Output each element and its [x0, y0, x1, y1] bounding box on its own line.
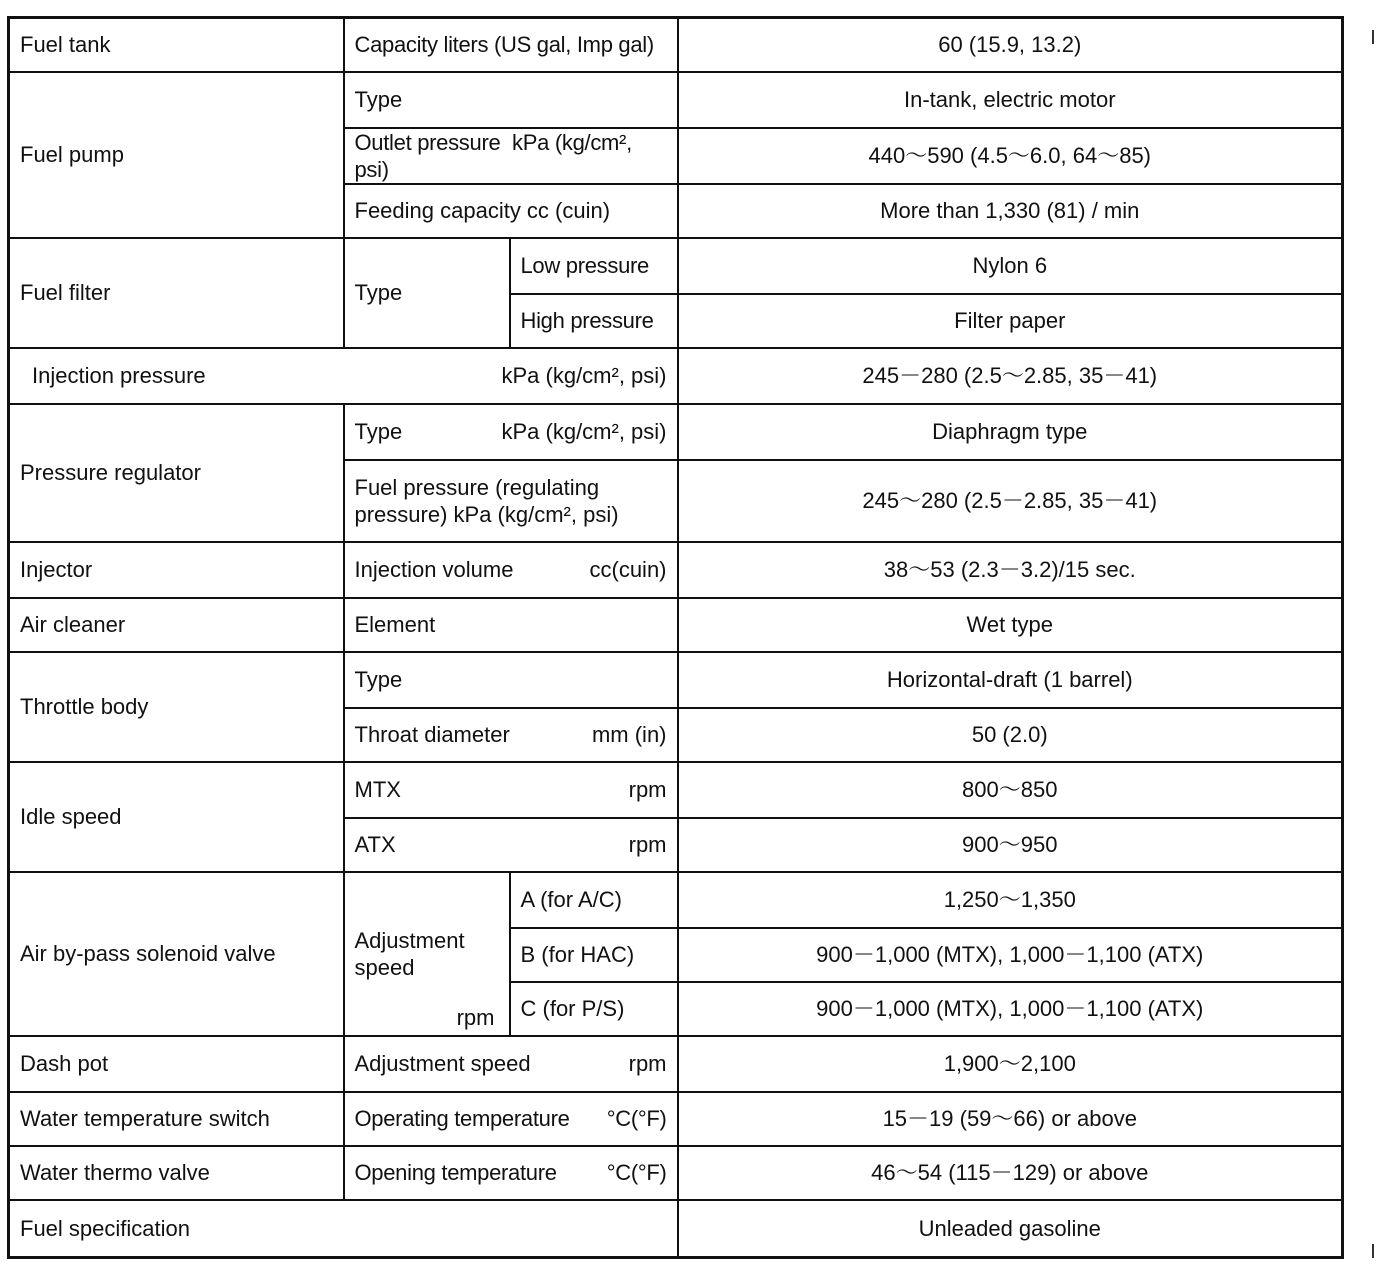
air-bypass-adjustment-speed-label: [344, 872, 510, 1036]
water-thermo-valve-opening-label: [344, 1146, 678, 1200]
idle-speed-atx-value: 900～950: [678, 818, 1343, 872]
fuel-system-spec-table: [7, 16, 1344, 1259]
water-temp-switch-operating-label: [344, 1092, 678, 1146]
fuel-pump-label: Fuel pump: [9, 72, 344, 238]
injection-pressure-label: [9, 348, 678, 404]
fuel-pump-feeding-capacity-value: More than 1,330 (81) / min: [678, 184, 1343, 238]
fuel-filter-low-pressure-value: Nylon 6: [678, 238, 1343, 294]
fuel-filter-high-pressure-value: Filter paper: [678, 294, 1343, 348]
atx-text: ATX: [354, 832, 396, 857]
injection-pressure-text: Injection pressure: [32, 363, 206, 388]
regulator-type-unit: kPa (kg/cm², psi): [501, 419, 667, 444]
table-row: [9, 238, 1343, 294]
injector-label: Injector: [9, 542, 344, 598]
throttle-body-throat-value: 50 (2.0): [678, 708, 1343, 762]
throttle-body-type-value: Horizontal-draft (1 barrel): [678, 652, 1343, 708]
idle-speed-label: Idle speed: [9, 762, 344, 872]
table-row: [9, 762, 1343, 818]
air-cleaner-label: Air cleaner: [9, 598, 344, 652]
water-temp-switch-value: 15－19 (59～66) or above: [678, 1092, 1343, 1146]
dash-pot-adjustment-unit: rpm: [628, 1051, 667, 1076]
throttle-body-type-label: Type: [344, 652, 678, 708]
opening-temperature-unit: °C(°F): [606, 1160, 667, 1185]
air-bypass-b-label: B (for HAC): [510, 928, 678, 982]
water-temp-switch-label: Water temperature switch: [9, 1092, 344, 1146]
air-bypass-a-label: A (for A/C): [510, 872, 678, 928]
table-row: [9, 652, 1343, 708]
air-cleaner-element-value: Wet type: [678, 598, 1343, 652]
throat-diameter-unit: mm (in): [591, 722, 667, 747]
throttle-body-label: Throttle body: [9, 652, 344, 762]
table-row: [9, 872, 1343, 928]
operating-temperature-unit: °C(°F): [606, 1106, 667, 1131]
injection-pressure-value: 245－280 (2.5～2.85, 35－41): [678, 348, 1343, 404]
fuel-filter-type-label: Type: [344, 238, 510, 348]
air-bypass-b-value: 900－1,000 (MTX), 1,000－1,100 (ATX): [678, 928, 1343, 982]
fuel-filter-high-pressure-label: High pressure: [510, 294, 678, 348]
fuel-pump-outlet-pressure-label: [344, 128, 678, 184]
throat-diameter-text: Throat diameter: [354, 722, 510, 747]
fuel-tank-capacity-value: 60 (15.9, 13.2): [678, 18, 1343, 72]
idle-speed-mtx-value: 800～850: [678, 762, 1343, 818]
table-row: [9, 1036, 1343, 1092]
table-row: [9, 1200, 1343, 1258]
table-row: [9, 598, 1343, 652]
fuel-pump-type-value: In-tank, electric motor: [678, 72, 1343, 128]
injection-pressure-unit: kPa (kg/cm², psi): [501, 363, 667, 388]
fuel-pump-feeding-capacity-label: Feeding capacity cc (cuin): [344, 184, 678, 238]
water-thermo-valve-label: Water thermo valve: [9, 1146, 344, 1200]
fuel-tank-label: Fuel tank: [9, 18, 344, 72]
adjustment-speed-unit: rpm: [456, 1004, 495, 1030]
fuel-pump-outlet-pressure-value: 440～590 (4.5～6.0, 64～85): [678, 128, 1343, 184]
injection-volume-unit: cc(cuin): [589, 557, 667, 582]
atx-unit: rpm: [628, 832, 667, 857]
idle-speed-atx-label: [344, 818, 678, 872]
dash-pot-adjustment-label: [344, 1036, 678, 1092]
pressure-regulator-fuel-pressure-value: 245～280 (2.5－2.85, 35－41): [678, 460, 1343, 542]
throttle-body-throat-label: [344, 708, 678, 762]
idle-speed-mtx-label: [344, 762, 678, 818]
operating-temperature-text: Operating temperature: [354, 1106, 570, 1131]
outlet-pressure-text: Outlet pressure: [354, 129, 501, 155]
table-row: [9, 348, 1343, 404]
fuel-filter-label: Fuel filter: [9, 238, 344, 348]
air-bypass-c-label: C (for P/S): [510, 982, 678, 1036]
fuel-tank-capacity-label: Capacity liters (US gal, Imp gal): [344, 18, 678, 72]
fuel-specification-value: Unleaded gasoline: [678, 1200, 1343, 1258]
injector-volume-label: [344, 542, 678, 598]
air-bypass-valve-label: Air by-pass solenoid valve: [9, 872, 344, 1036]
table-row: [9, 72, 1343, 128]
dash-pot-adjustment-text: Adjustment speed: [354, 1051, 531, 1076]
pressure-regulator-type-value: Diaphragm type: [678, 404, 1343, 460]
pressure-regulator-fuel-pressure-label: [344, 460, 678, 542]
fuel-filter-low-pressure-label: Low pressure: [510, 238, 678, 294]
fuel-pump-type-label: Type: [344, 72, 678, 128]
air-cleaner-element-label: Element: [344, 598, 678, 652]
table-row: [9, 542, 1343, 598]
air-bypass-c-value: 900－1,000 (MTX), 1,000－1,100 (ATX): [678, 982, 1343, 1036]
mtx-text: MTX: [354, 777, 401, 802]
fuel-specification-label: Fuel specification: [9, 1200, 678, 1258]
table-row: [9, 404, 1343, 460]
injection-volume-text: Injection volume: [354, 557, 514, 582]
adjustment-line-1: Adjustment: [354, 927, 465, 953]
table-row: [9, 18, 1343, 72]
air-bypass-a-value: 1,250～1,350: [678, 872, 1343, 928]
dash-pot-label: Dash pot: [9, 1036, 344, 1092]
opening-temperature-text: Opening temperature: [354, 1160, 557, 1185]
scan-margin-mark: [1372, 30, 1374, 44]
table-row: [9, 1146, 1343, 1200]
outlet-pressure-unit: kPa (kg/cm², psi): [354, 129, 632, 182]
regulator-type-text: Type: [354, 419, 403, 444]
table-row: [9, 1092, 1343, 1146]
water-thermo-valve-value: 46～54 (115－129) or above: [678, 1146, 1343, 1200]
pressure-regulator-label: Pressure regulator: [9, 404, 344, 542]
scan-margin-mark: [1372, 1244, 1374, 1258]
pressure-regulator-type-label: [344, 404, 678, 460]
fuel-pressure-line-1: Fuel pressure (regulating: [354, 474, 600, 500]
dash-pot-adjustment-value: 1,900～2,100: [678, 1036, 1343, 1092]
mtx-unit: rpm: [628, 777, 667, 802]
adjustment-line-2: speed: [354, 954, 415, 980]
fuel-pressure-line-2: pressure) kPa (kg/cm², psi): [354, 501, 619, 527]
injector-volume-value: 38～53 (2.3－3.2)/15 sec.: [678, 542, 1343, 598]
